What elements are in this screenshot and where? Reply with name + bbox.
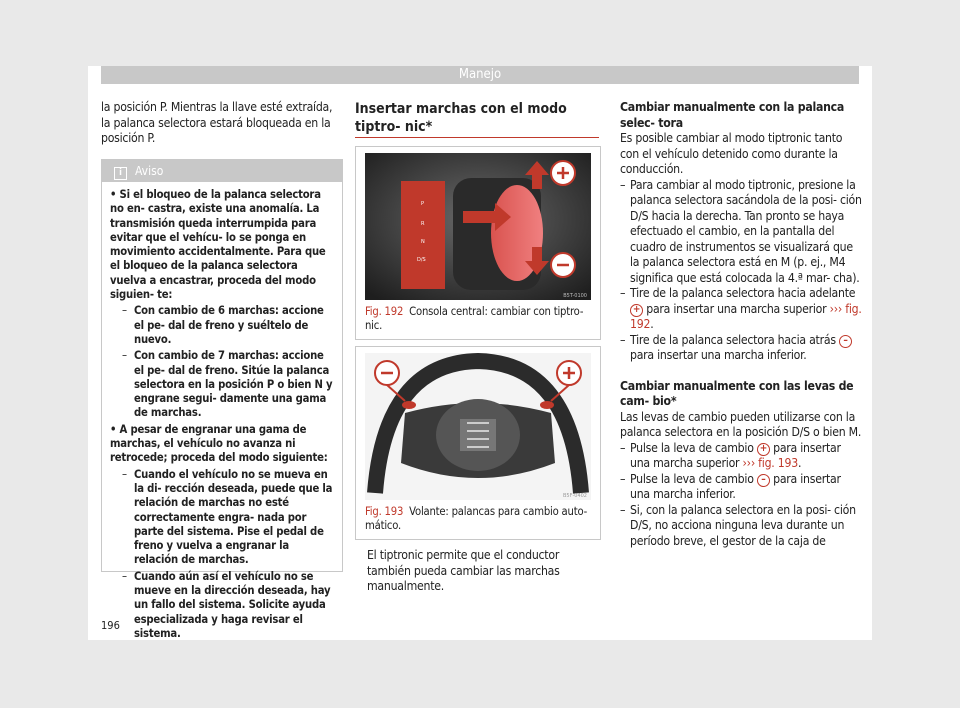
- right-column: [620, 100, 862, 549]
- paragraph: Las levas de cambio pueden utilizarse con la palanca selectora en la posición D/S o bien M.: [620, 409, 862, 439]
- gear-letter: D/S: [417, 257, 426, 263]
- section-header: Manejo: [101, 66, 859, 84]
- list-item: [620, 333, 862, 364]
- title-underline: [355, 137, 599, 138]
- gear-letter: N: [421, 239, 425, 245]
- minus-icon: –: [757, 474, 770, 487]
- list-item-text: Pulse la leva de cambio: [630, 471, 754, 486]
- warning-bullet-text: A pesar de engranar una gama de marchas, el vehículo no avanza ni retrocede; proceda del modo siguiente:: [110, 422, 328, 465]
- info-icon: i: [114, 167, 127, 180]
- warning-bullet: • A pesar de engranar una gama de marchas, el vehículo no avanza ni retrocede; proceda del modo siguiente:: [110, 422, 328, 465]
- figure-gear-lever: [355, 146, 601, 340]
- plus-icon: +: [630, 304, 643, 317]
- intro-paragraph: la posición P. Mientras la llave esté extraída, la palanca selectora estará bloqueada en la posición P.: [101, 100, 333, 145]
- gear-letter: P: [421, 201, 425, 207]
- list-item-text: Tire de la palanca selectora hacia adelante: [630, 286, 856, 300]
- list-item-text: para insertar una marcha superior: [646, 301, 827, 316]
- warning-title: Aviso: [135, 164, 164, 178]
- steering-wheel-illustration: [365, 353, 591, 500]
- figure-code: B5T-0100: [563, 293, 587, 299]
- figure-caption: [365, 505, 593, 533]
- warning-subitem: – Cuando aún así el vehículo no se mueve en la dirección deseada, hay un fallo del sistema. Solicite ayuda especializada y haga revisar el sistema.: [110, 570, 334, 641]
- list-item: – Si, con la palanca selectora en la posi- ción D/S, no acciona ninguna leva durante un período breve, el gestor de la caja de: [620, 503, 862, 550]
- tiptronic-paragraph: El tiptronic permite que el conductor también pueda cambiar las marchas manualmente.: [367, 548, 560, 593]
- figure-label: Fig. 192: [365, 305, 404, 318]
- list-item-text: para insertar una marcha inferior.: [630, 348, 807, 362]
- subheading: Cambiar manualmente con las levas de cam- bio*: [620, 378, 854, 408]
- list-item: – Tire de la palanca selectora hacia adelante + para insertar una marcha superior ››› fig. 192.: [620, 286, 862, 333]
- figure-reference-link[interactable]: ››› fig. 192: [630, 301, 862, 331]
- figure-caption-text: Consola central: cambiar con tiptro- nic.: [365, 305, 584, 332]
- list-item: [620, 472, 862, 503]
- figure-caption: [365, 305, 593, 333]
- figure-reference-link[interactable]: ››› fig. 193: [742, 456, 798, 470]
- list-item-text: Tire de la palanca selectora hacia atrás: [630, 332, 836, 347]
- gear-lever-illustration: [365, 153, 591, 300]
- warning-bullet: • Si el bloqueo de la palanca selectora no en- castra, existe una anomalía. La transmisión queda interrumpida para evitar que el vehícu- lo se ponga en movimiento accidentalmente. Para que el bloqueo de la palanca selectora vuelva a encastrar, proceda del modo siguien- te:: [110, 188, 326, 302]
- list-item: – Para cambiar al modo tiptronic, presione la palanca selectora sacándola de la posi- ción D/S hacia la derecha. Tan pronto se haya efectuado el cambio, en la pantalla del cuadro de instrumentos se visualizará que la palanca selectora está en M (p. ej., M4 significa que está colocada la 4.ª mar- cha).: [620, 178, 862, 287]
- section-title: Insertar marchas con el modo tiptro- nic*: [355, 101, 567, 135]
- figure-code: B5F-0402: [562, 493, 587, 499]
- list-item-text: para insertar una marcha superior: [630, 440, 841, 470]
- warning-header: [102, 160, 342, 182]
- plus-icon: +: [757, 443, 770, 456]
- paragraph: Es posible cambiar al modo tiptronic tanto con el vehículo detenido como durante la conducción.: [620, 131, 843, 176]
- figure-label: Fig. 193: [365, 505, 404, 518]
- gear-letter: R: [421, 221, 425, 227]
- warning-subitem: – Con cambio de 7 marchas: accione el pe- dal de freno. Sitúe la palanca selectora en la posición P o bien N y engrane segui- damente una gama de marchas.: [110, 349, 334, 420]
- warning-bullet-text: Si el bloqueo de la palanca selectora no en- castra, existe una anomalía. La transmisión queda interrumpida para evitar que el vehícu- lo se ponga en movimiento accidentalmente. Para que el bloqueo de la palanca selectora vuelva a encastrar, proceda del modo siguien- te:: [110, 188, 326, 302]
- warning-subitem: – Con cambio de 6 marchas: accione el pe- dal de freno y suéltelo de nuevo.: [110, 304, 334, 347]
- list-item-text: Pulse la leva de cambio: [630, 440, 754, 455]
- list-item: – Pulse la leva de cambio + para insertar una marcha superior ››› fig. 193.: [620, 441, 862, 472]
- warning-subitem: – Cuando el vehículo no se mueva en la di- rección deseada, puede que la relación de marchas no esté correctamente engra- nada por parte del sistema. Pise el pedal de freno y vuelva a engranar la relación de marchas.: [110, 468, 334, 568]
- minus-icon: –: [839, 335, 852, 348]
- list-item-text: para insertar una marcha inferior.: [630, 471, 841, 501]
- subheading: Cambiar manualmente con la palanca selec- tora: [620, 100, 845, 130]
- figure-steering-wheel: [355, 346, 601, 540]
- page-number: 196: [101, 619, 120, 632]
- figure-caption-text: Volante: palancas para cambio auto- mático.: [365, 505, 588, 532]
